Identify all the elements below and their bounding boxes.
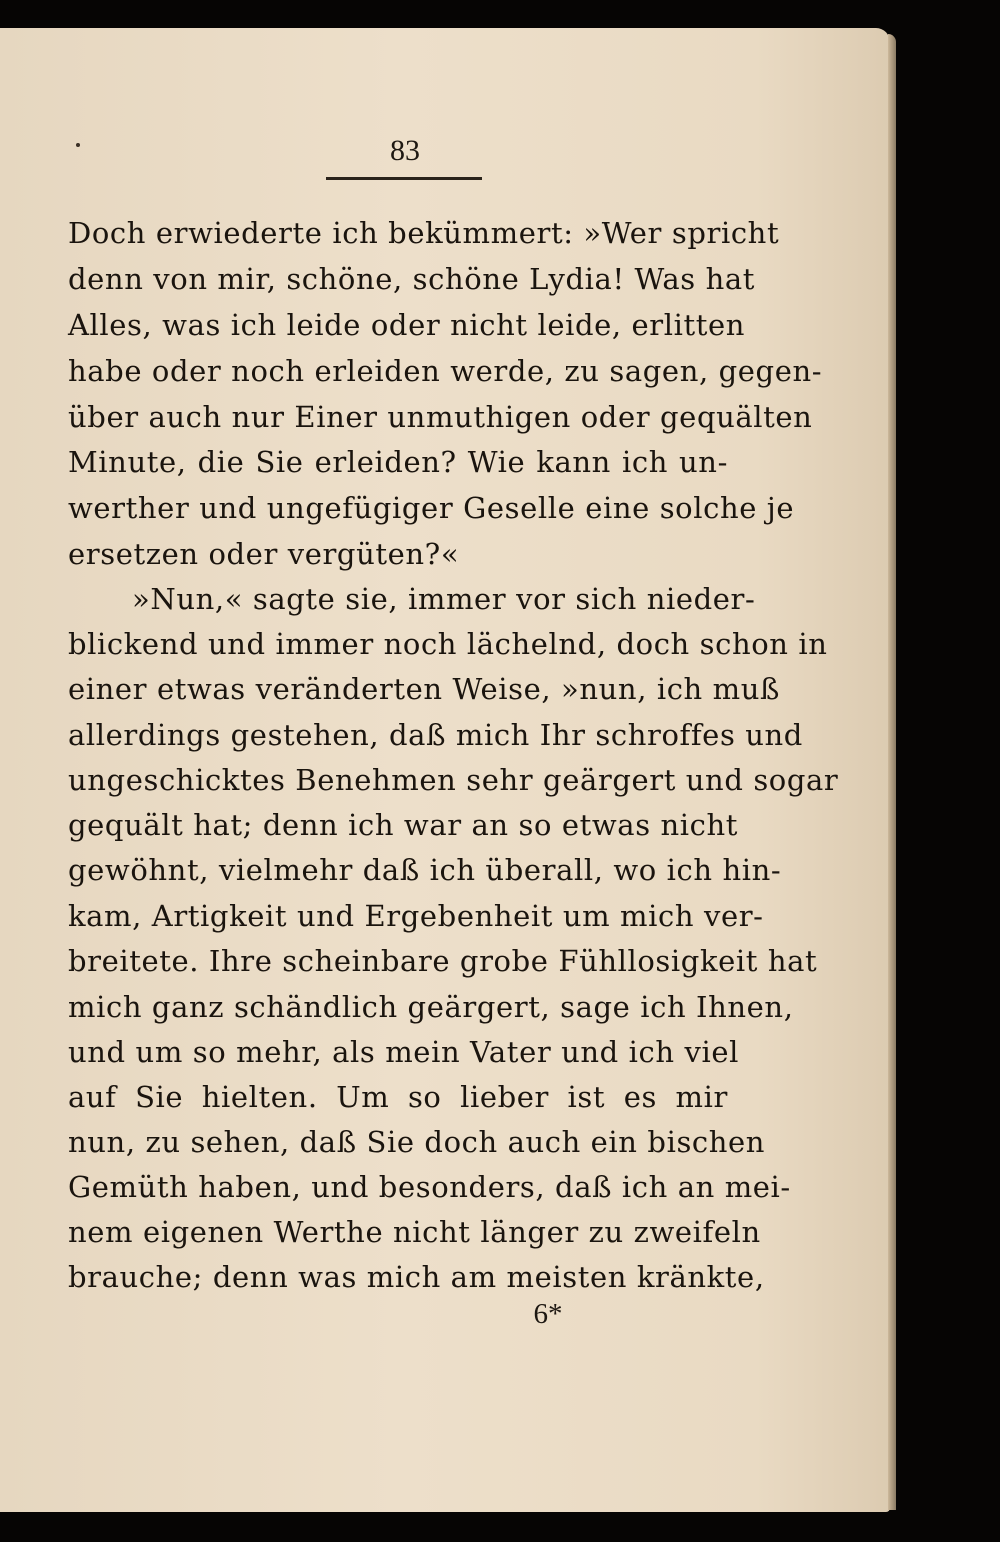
text-line: nem eigenen Werthe nicht länger zu zweifeln — [68, 1215, 761, 1249]
text-line: werther und ungefügiger Geselle eine solche je — [68, 491, 795, 525]
text-line: brauche; denn was mich am meisten kränkte, — [68, 1260, 765, 1294]
text-line: nun, zu sehen, daß Sie doch auch ein bischen — [68, 1125, 766, 1159]
page-edge — [888, 34, 896, 1510]
text-line: blickend und immer noch lächelnd, doch schon in — [68, 627, 828, 661]
text-line: einer etwas veränderten Weise, »nun, ich muß — [68, 672, 780, 706]
text-line: denn von mir, schöne, schöne Lydia! Was hat — [68, 262, 756, 296]
text-line: auf Sie hielten. Um so lieber ist es mir — [68, 1080, 728, 1114]
text-line: gewöhnt, vielmehr daß ich überall, wo ich hin- — [68, 853, 782, 887]
signature-mark: 6* — [533, 1298, 563, 1330]
text-line: Doch erwiederte ich bekümmert: »Wer spricht — [68, 216, 780, 250]
text-line: Gemüth haben, und besonders, daß ich an mei- — [68, 1170, 791, 1204]
text-line: Alles, was ich leide oder nicht leide, erlitten — [68, 308, 746, 342]
text-line: »Nun,« sagte sie, immer vor sich nieder- — [132, 582, 756, 616]
header-rule — [326, 177, 482, 180]
text-line: Minute, die Sie erleiden? Wie kann ich un- — [68, 445, 728, 479]
page-number: 83 — [390, 134, 420, 167]
text-line: gequält hat; denn ich war an so etwas nicht — [68, 808, 739, 842]
text-line: und um so mehr, als mein Vater und ich viel — [68, 1035, 739, 1069]
text-line: über auch nur Einer unmuthigen oder gequälten — [68, 400, 813, 434]
text-line: mich ganz schändlich geärgert, sage ich Ihnen, — [68, 990, 794, 1024]
text-line: habe oder noch erleiden werde, zu sagen, gegen- — [68, 354, 823, 388]
text-line: ersetzen oder vergüten?« — [68, 537, 460, 571]
text-line: breitete. Ihre scheinbare grobe Fühllosigkeit hat — [68, 944, 818, 978]
text-line: allerdings gestehen, daß mich Ihr schroffes und — [68, 718, 803, 752]
text-line: kam, Artigkeit und Ergebenheit um mich ver- — [68, 899, 764, 933]
paper-speck — [76, 143, 80, 147]
text-line: ungeschicktes Benehmen sehr geärgert und sogar — [68, 763, 839, 797]
